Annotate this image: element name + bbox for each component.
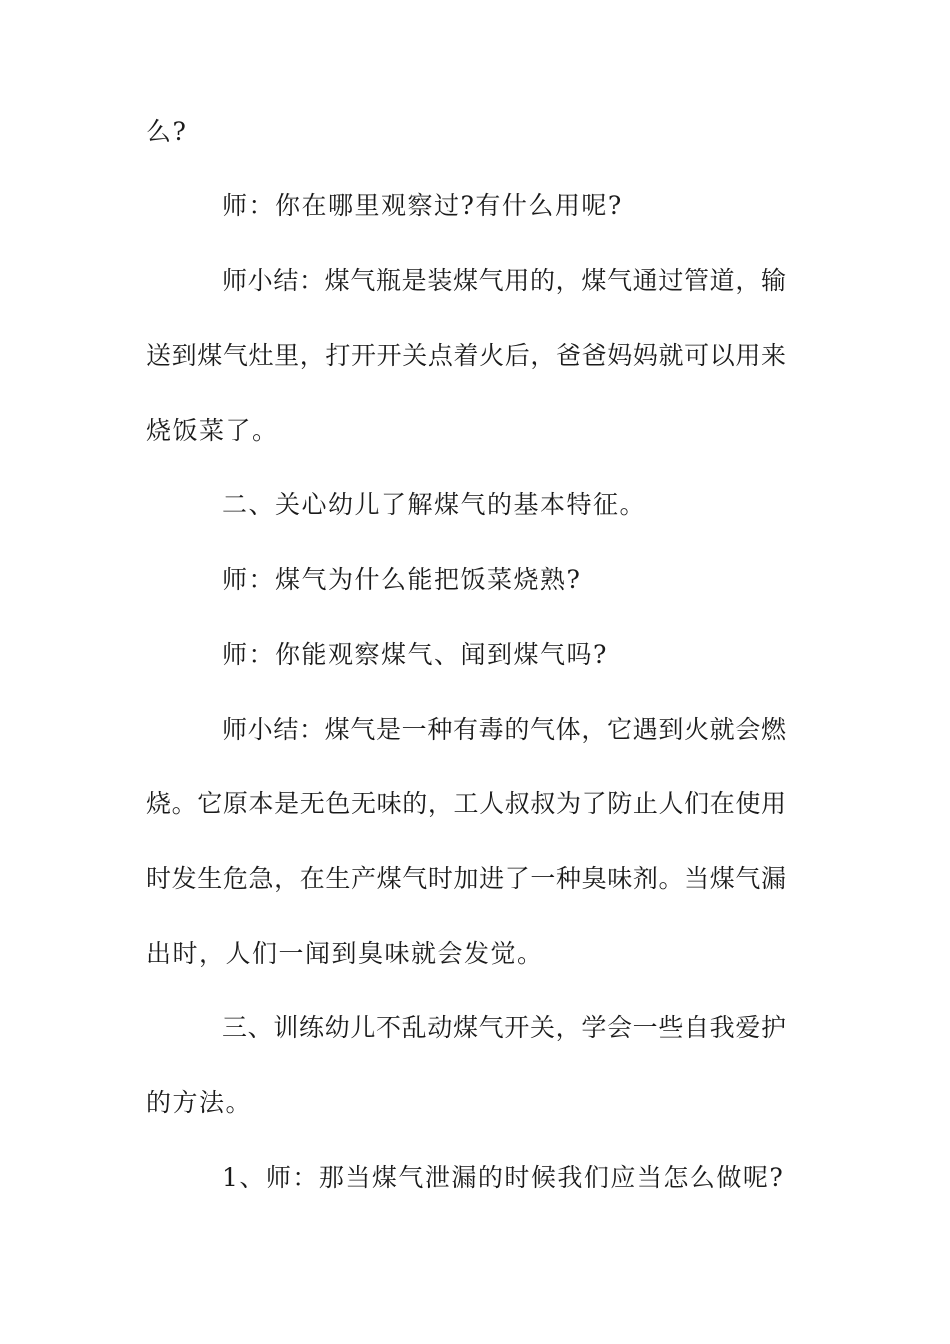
text-line: 的方法。 [146, 1088, 253, 1117]
text-line: 三、训练幼儿不乱动煤气开关，学会一些自我爱护 [222, 1013, 786, 1042]
text-line: 师：你在哪里观察过?有什么用呢? [222, 191, 623, 220]
text-line: 1、师：那当煤气泄漏的时候我们应当怎么做呢? [222, 1163, 785, 1192]
text-line: 时发生危急，在生产煤气时加进了一种臭味剂。当煤气漏 [146, 864, 786, 893]
text-line: 么? [146, 117, 188, 146]
text-line: 师：煤气为什么能把饭菜烧熟? [222, 565, 582, 594]
text-line: 师：你能观察煤气、闻到煤气吗? [222, 640, 608, 669]
text-line: 送到煤气灶里，打开开关点着火后，爸爸妈妈就可以用来 [146, 341, 786, 370]
text-line: 师小结：煤气瓶是装煤气用的，煤气通过管道，输 [222, 266, 786, 295]
text-line: 二、关心幼儿了解煤气的基本特征。 [222, 490, 647, 519]
text-line: 烧饭菜了。 [146, 416, 279, 445]
text-line: 烧。它原本是无色无味的，工人叔叔为了防止人们在使用 [146, 789, 786, 818]
text-line: 出时，人们一闻到臭味就会发觉。 [146, 939, 544, 968]
text-line: 师小结：煤气是一种有毒的气体，它遇到火就会燃 [222, 715, 786, 744]
